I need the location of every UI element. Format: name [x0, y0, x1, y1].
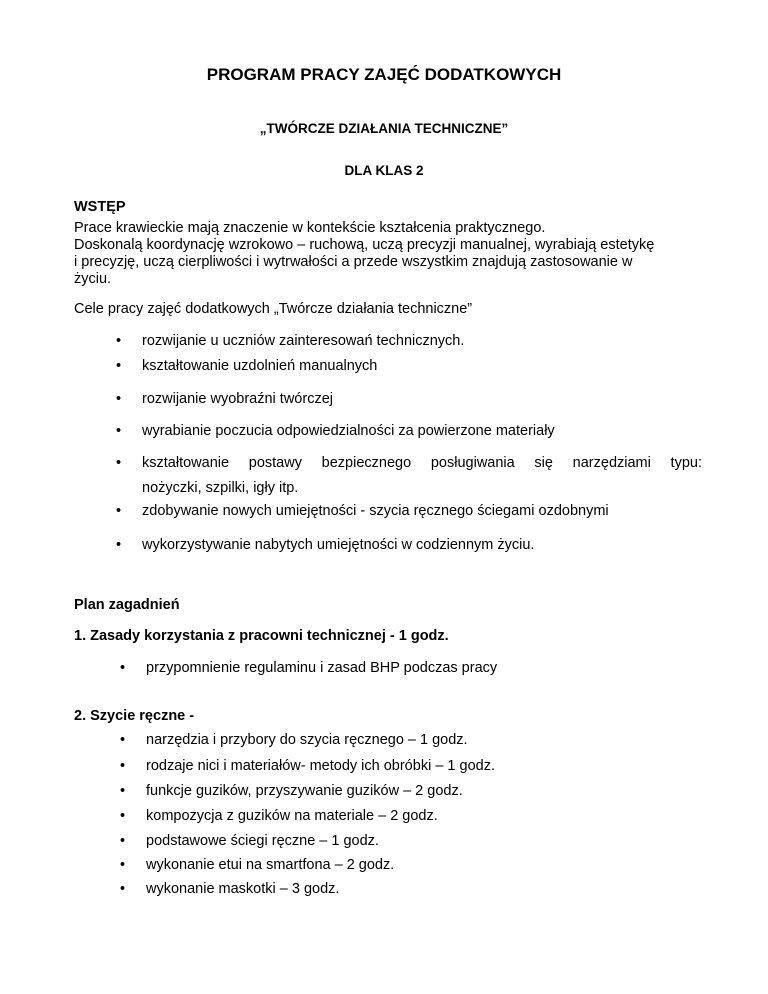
intro-line: i precyzję, uczą cierpliwości i wytrwałości a przede wszystkim znajdują zastosowanie w	[74, 254, 633, 270]
list-item: funkcje guzików, przyszywanie guzików – 2 godz.	[146, 783, 463, 799]
list-item: kompozycja z guzików na materiale – 2 godz.	[146, 808, 438, 824]
list-item: rodzaje nici i materiałów- metody ich obróbki – 1 godz.	[146, 758, 495, 774]
intro-heading: WSTĘP	[74, 199, 126, 215]
bullet-icon: •	[120, 732, 126, 748]
bullet-icon: •	[120, 833, 126, 849]
list-item: wykorzystywanie nabytych umiejętności w codziennym życiu.	[142, 537, 535, 553]
intro-line: Prace krawieckie mają znaczenie w kontekście kształcenia praktycznego.	[74, 220, 546, 236]
list-item: kształtowanie uzdolnień manualnych	[142, 358, 378, 374]
bullet-icon: •	[120, 857, 126, 873]
bullet-icon: •	[116, 455, 122, 471]
bullet-icon: •	[120, 660, 126, 676]
list-item: zdobywanie nowych umiejętności - szycia ręcznego ściegami ozdobnymi	[142, 503, 609, 519]
list-item: wyrabianie poczucia odpowiedzialności za powierzone materiały	[142, 423, 555, 439]
list-item: przypomnienie regulaminu i zasad BHP podczas pracy	[146, 660, 498, 676]
list-item: wykonanie etui na smartfona – 2 godz.	[146, 857, 395, 873]
bullet-icon: •	[116, 423, 122, 439]
intro-line: życiu.	[74, 271, 112, 287]
section-2-title: 2. Szycie ręczne -	[74, 708, 195, 724]
intro-paragraph	[74, 220, 702, 288]
bullet-icon: •	[116, 358, 122, 374]
list-item: rozwijanie u uczniów zainteresowań technicznych.	[142, 333, 465, 349]
plan-heading: Plan zagadnień	[74, 597, 180, 613]
list-item: kształtowanie postawy bezpiecznego posługiwania się narzędziami typu:	[142, 455, 702, 471]
list-item: rozwijanie wyobraźni twórczej	[142, 391, 333, 407]
document-title: PROGRAM PRACY ZAJĘĆ DODATKOWYCH	[206, 65, 562, 84]
goals-lead: Cele pracy zajęć dodatkowych „Twórcze działania techniczne”	[74, 301, 473, 317]
bullet-icon: •	[120, 758, 126, 774]
bullet-icon: •	[120, 783, 126, 799]
bullet-icon: •	[120, 881, 126, 897]
bullet-icon: •	[116, 333, 122, 349]
bullet-icon: •	[116, 537, 122, 553]
bullet-icon: •	[120, 808, 126, 824]
target-classes: DLA KLAS 2	[344, 163, 424, 178]
bullet-icon: •	[116, 391, 122, 407]
list-item: narzędzia i przybory do szycia ręcznego – 1 godz.	[146, 732, 468, 748]
intro-line: Doskonalą koordynację wzrokowo – ruchową, uczą precyzji manualnej, wyrabiają estetykę	[74, 237, 655, 253]
list-item: podstawowe ściegi ręczne – 1 godz.	[146, 833, 379, 849]
bullet-icon: •	[116, 503, 122, 519]
section-1-title: 1. Zasady korzystania z pracowni technicznej - 1 godz.	[74, 628, 449, 644]
list-item: wykonanie maskotki – 3 godz.	[146, 881, 340, 897]
list-item-continuation: nożyczki, szpilki, igły itp.	[142, 480, 299, 496]
program-name: „TWÓRCZE DZIAŁANIA TECHNICZNE”	[259, 121, 509, 136]
